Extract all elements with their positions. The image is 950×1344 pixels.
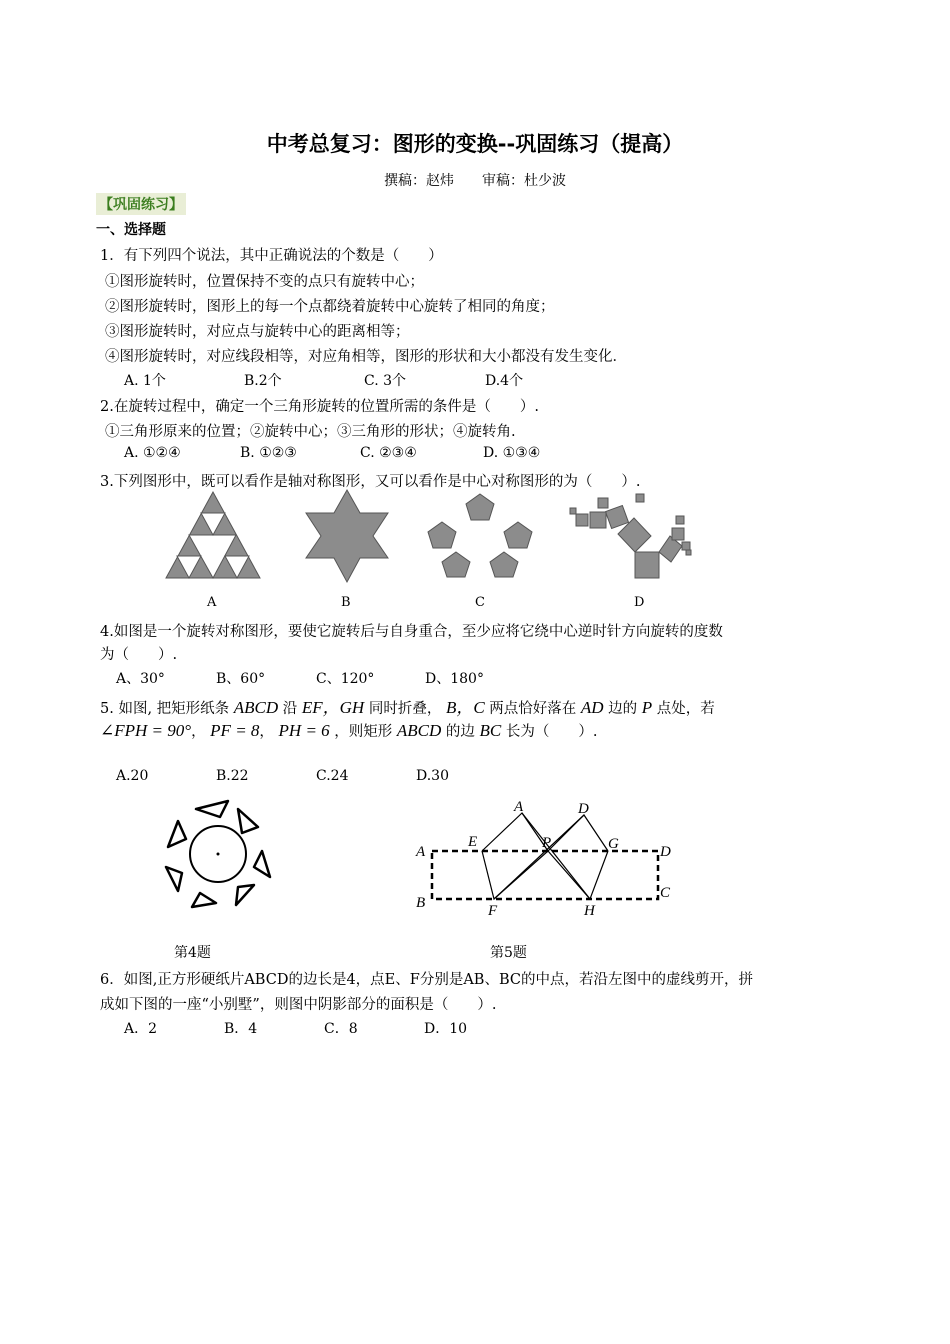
q6-stem-line2: 成如下图的一座“小别墅”，则图中阴影部分的面积是（ ）. xyxy=(100,997,497,1013)
fig5-label-h: H xyxy=(584,903,595,919)
page-title: 中考总复习：图形的变换--巩固练习（提高） xyxy=(266,132,684,156)
caption-fig4: 第4题 xyxy=(174,945,211,961)
q5-text-3: 同时折叠， xyxy=(368,701,442,717)
q5-option-d: D.30 xyxy=(416,768,449,784)
fig5-label-p: P xyxy=(542,835,552,851)
q4-stem-line2: 为（ ）. xyxy=(100,647,178,663)
q5-math-bc-2: BC xyxy=(479,721,502,740)
q5-text-5: 边的 xyxy=(608,701,638,717)
fig5-label-b: B xyxy=(416,895,426,911)
q5-math-abcd-2: ABCD xyxy=(396,721,442,740)
caption-fig5: 第5题 xyxy=(490,945,527,961)
q6-option-d: D．10 xyxy=(424,1021,468,1037)
q3-label-b: B xyxy=(341,595,351,610)
q1-option-d: D.4个 xyxy=(485,373,524,389)
figure-5-folding xyxy=(410,797,680,919)
q5-math-bc: B，C xyxy=(445,698,485,717)
q5-math-angle: ∠FPH = 90° xyxy=(100,721,192,740)
figure-b-star xyxy=(306,490,388,582)
q5-math-ad: AD xyxy=(580,698,604,717)
q4-option-c: C、120° xyxy=(316,671,375,687)
q5-option-a: A.20 xyxy=(116,768,149,784)
q5-text-9: 长为（ ）. xyxy=(505,724,598,740)
q1-option-b: B.2个 xyxy=(244,373,282,389)
q5-math-p: P xyxy=(641,698,653,717)
q2-stem: 2.在旋转过程中，确定一个三角形旋转的位置所需的条件是（ ）. xyxy=(100,399,539,415)
figure-4-rotation xyxy=(158,795,280,913)
q1-statement-3: ③图形旋转时，对应点与旋转中心的距离相等； xyxy=(105,324,410,340)
section-badge: 【巩固练习】 xyxy=(96,193,186,215)
section-heading: 一、选择题 xyxy=(96,222,166,238)
q6-option-b: B．4 xyxy=(224,1021,258,1037)
q1-statement-2: ②图形旋转时，图形上的每一个点都绕着旋转中心旋转了相同的角度； xyxy=(105,299,555,315)
q5-math-abcd: ABCD xyxy=(233,698,279,717)
q1-statement-4: ④图形旋转时，对应线段相等，对应角相等，图形的形状和大小都没有发生变化． xyxy=(105,349,627,365)
fig5-label-g: G xyxy=(608,836,619,852)
figure-a-triangle xyxy=(166,492,260,578)
q5-math-efgh: EF，GH xyxy=(301,698,365,717)
fig5-label-a-top: A xyxy=(514,799,524,815)
q4-option-d: D、180° xyxy=(425,671,484,687)
q5-text-6: 点处，若 xyxy=(656,701,715,717)
q3-label-a: A xyxy=(207,595,217,610)
q5-stem-line2: ∠FPH = 90°， PF = 8， PH = 6 ，则矩形 ABCD 的边 BC 长为（ ）. xyxy=(100,721,598,740)
fig5-label-d-top: D xyxy=(578,801,589,817)
q5-option-c: C.24 xyxy=(316,768,349,784)
fig5-label-c: C xyxy=(660,885,671,901)
q1-statement-1: ①图形旋转时，位置保持不变的点只有旋转中心； xyxy=(105,274,424,290)
q2-option-b: B. ①②③ xyxy=(240,445,297,461)
q5-text-7: ，则矩形 xyxy=(334,724,393,740)
q6-option-c: C．8 xyxy=(324,1021,358,1037)
q4-stem-line1: 4.如图是一个旋转对称图形，要使它旋转后与自身重合，至少应将它绕中心逆时针方向旋转的度数 xyxy=(100,624,723,640)
q6-option-a: A．2 xyxy=(124,1021,158,1037)
q2-option-c: C. ②③④ xyxy=(360,445,417,461)
q2-option-a: A. ①②④ xyxy=(124,445,181,461)
q3-stem: 3.下列图形中，既可以看作是轴对称图形，又可以看作是中心对称图形的为（ ）. xyxy=(100,474,641,490)
fig5-label-a: A xyxy=(416,844,426,860)
q5-math-pf: PF = 8 xyxy=(210,721,260,740)
q6-stem-line1: 6．如图,正方形硬纸片ABCD的边长是4，点E、F分别是AB、BC的中点，若沿左图中的虚线剪开，拼 xyxy=(100,972,753,988)
q2-option-d: D. ①③④ xyxy=(483,445,541,461)
q3-label-d: D xyxy=(634,595,645,610)
q3-label-c: C xyxy=(475,595,485,610)
q4-option-b: B、60° xyxy=(216,671,266,687)
fig5-label-f: F xyxy=(488,903,498,919)
q4-option-a: A、30° xyxy=(116,671,165,687)
q5-text-1: 5. 如图, 把矩形纸条 xyxy=(100,701,230,717)
figure-d-tree xyxy=(570,494,691,578)
figure-c-pentagons xyxy=(428,494,532,577)
q1-option-c: C. 3个 xyxy=(364,373,407,389)
q5-text-2: 沿 xyxy=(282,701,298,717)
fig5-label-e: E xyxy=(468,834,478,850)
authors-line: 撰稿：赵炜 审稿：杜少波 xyxy=(384,173,566,189)
fig5-label-d: D xyxy=(660,844,671,860)
q5-text-8: 的边 xyxy=(445,724,475,740)
q5-option-b: B.22 xyxy=(216,768,249,784)
q2-conditions: ①三角形原来的位置；②旋转中心；③三角形的形状；④旋转角. xyxy=(105,424,516,440)
q1-option-a: A. 1个 xyxy=(124,373,166,389)
q5-text-4: 两点恰好落在 xyxy=(489,701,577,717)
q3-figures xyxy=(160,488,700,584)
q5-math-ph: PH = 6 xyxy=(278,721,330,740)
q1-stem: 1．有下列四个说法，其中正确说法的个数是（ ） xyxy=(100,248,443,264)
q5-stem-line1 xyxy=(100,693,850,718)
